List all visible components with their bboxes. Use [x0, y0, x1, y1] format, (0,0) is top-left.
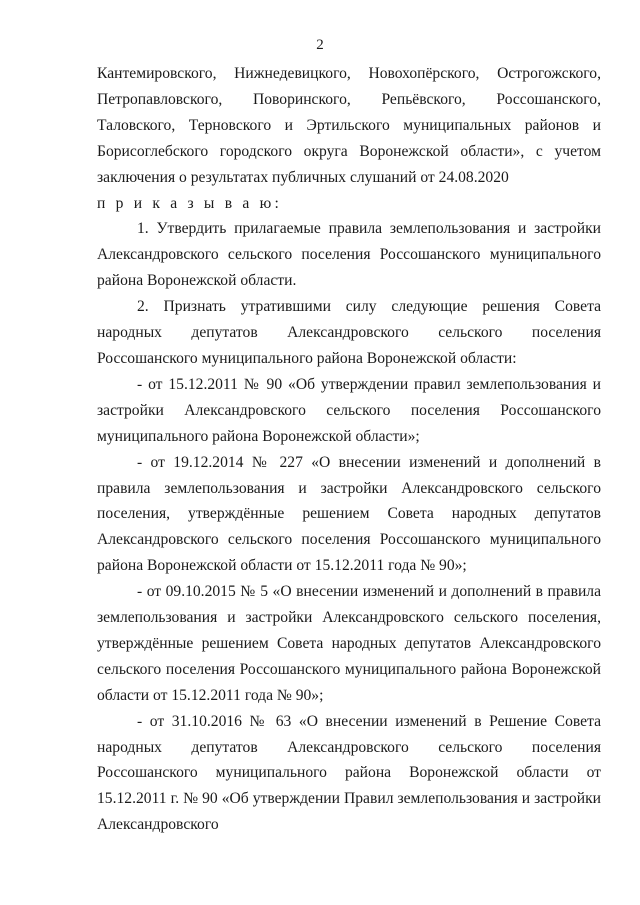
item-1-paragraph: 1. Утвердить прилагаемые правила землепользования и застройки Александровского сельского поселения Россошанского муниципального района Воронежской области.: [97, 220, 601, 290]
item-2-paragraph: 2. Признать утратившими силу следующие решения Совета народных депутатов Александровского сельского поселения Россошанского муниципального района Воронежской области:: [97, 298, 601, 367]
repealed-decision-2016: - от 31.10.2016 № 63 «О внесении изменений в Решение Совета народных депутатов Александровского сельского поселения Россошанского муниципального района Воронежской области от 15.12.2011 г. № 90 «Об утверждении Правил землепользования и застройки Александровского: [97, 712, 601, 834]
repealed-decision-2015: - от 09.10.2015 № 5 «О внесении изменений и дополнений в правила землепользования и застройки Александровского сельского поселения, утверждённые решением Совета народных депутатов Александровского сельского поселения Россошанского муниципального района Воронежской области от 15.12.2011 года № 90»;: [97, 583, 601, 704]
repealed-decision-2014: - от 19.12.2014 № 227 «О внесении изменений и дополнений в правила землепользования и застройки Александровского сельского поселения, утверждённые решением Совета народных депутатов Александровского сельского поселения Россошанского муниципального района Воронежской области от 15.12.2011 года № 90»;: [97, 453, 601, 575]
document-body: [97, 61, 601, 838]
repealed-decision-2011: - от 15.12.2011 № 90 «Об утверждении правил землепользования и застройки Александровского сельского поселения Россошанского муниципального района Воронежской области»;: [97, 375, 601, 445]
intro-paragraph: Кантемировского, Нижнедевицкого, Новохопёрского, Острогожского, Петропавловского, Поворинского, Репьёвского, Россошанского, Таловского, Терновского и Эртильского муниципальных районов и Борисоглебского городского округа Воронежской области», с учетом заключения о результатах публичных слушаний от 24.08.2020: [97, 65, 601, 186]
page-number: 2: [316, 37, 324, 53]
order-word: п р и к а з ы в а ю:: [97, 194, 282, 212]
